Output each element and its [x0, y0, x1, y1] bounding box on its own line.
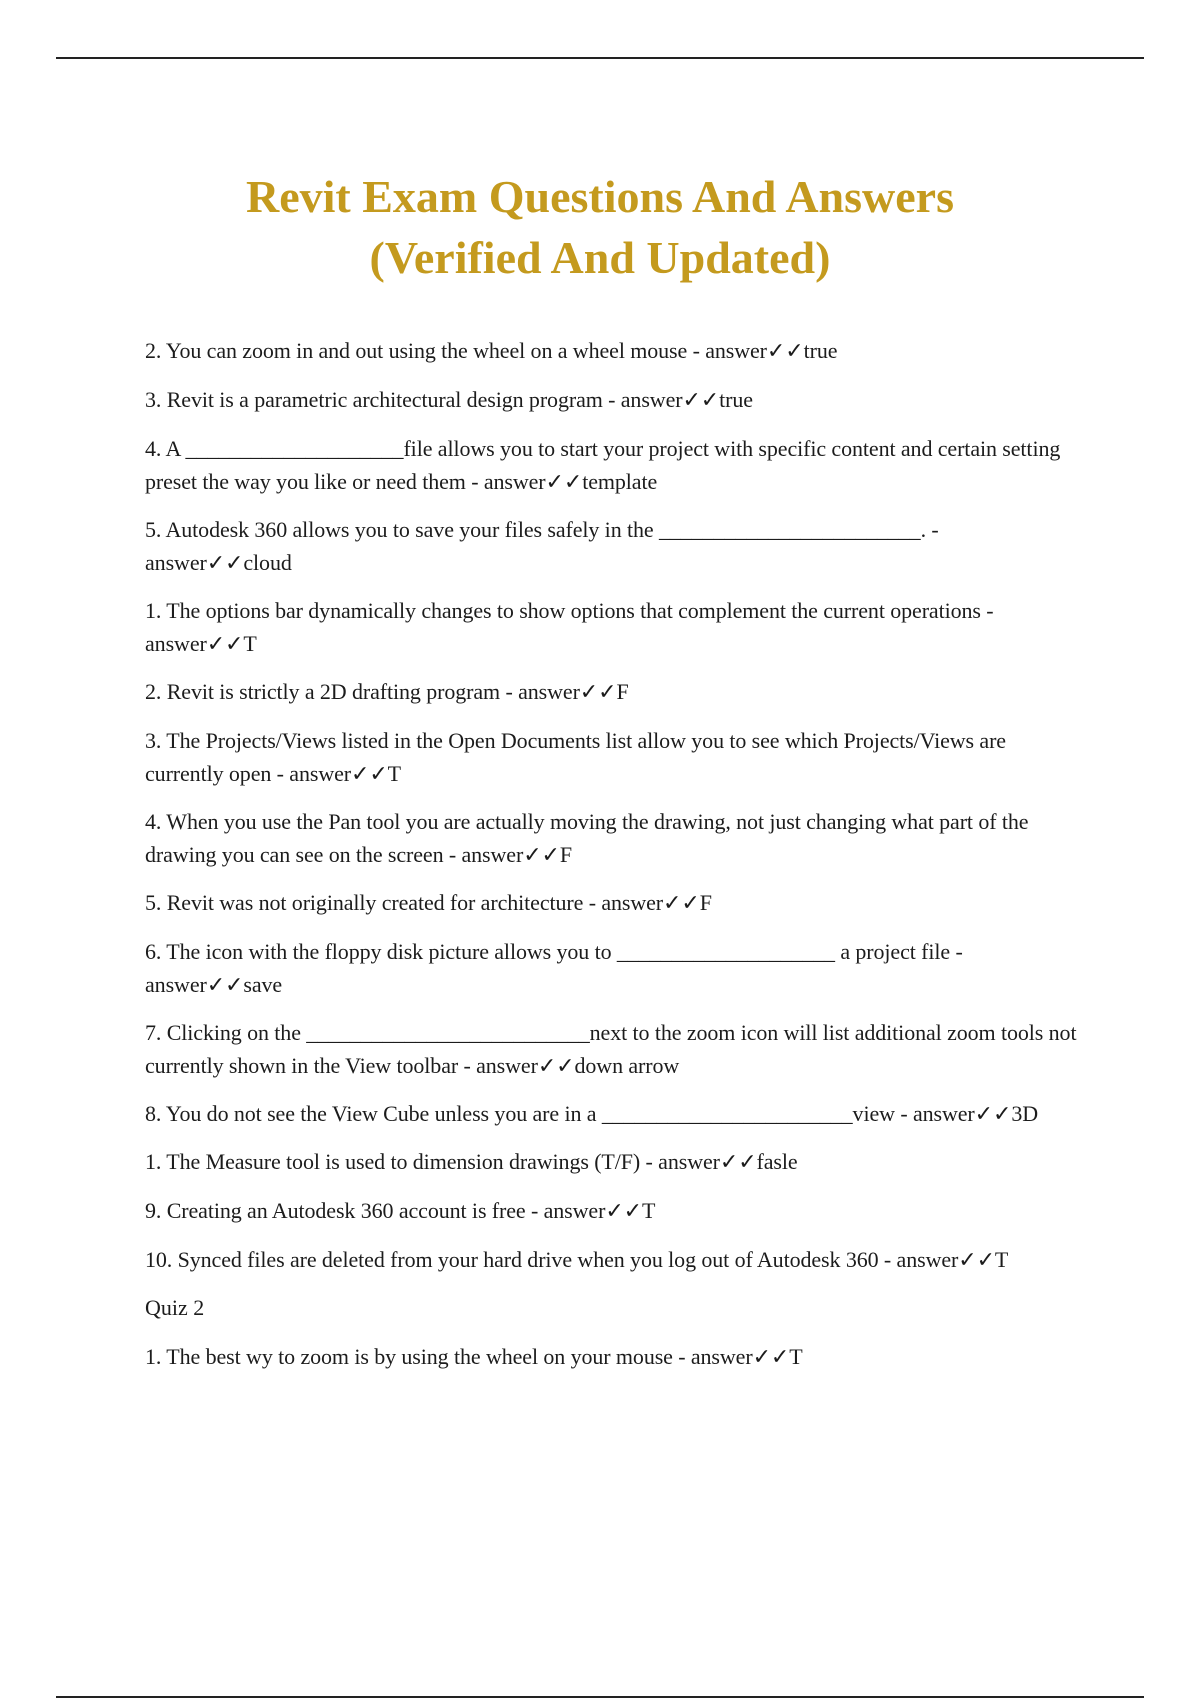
top-rule	[56, 57, 1144, 59]
qa-item: 10. Synced files are deleted from your hard drive when you log out of Autodesk 360 - answer✓✓T	[145, 1247, 1009, 1272]
qa-item: 1. The best wy to zoom is by using the wheel on your mouse - answer✓✓T	[145, 1344, 803, 1369]
qa-list	[145, 334, 1080, 1389]
qa-item: 6. The icon with the floppy disk picture allows you to ____________________ a project file - answer✓✓save	[145, 939, 963, 997]
qa-item: 4. When you use the Pan tool you are actually moving the drawing, not just changing what part of the drawing you can see on the screen - answer✓✓F	[145, 809, 1029, 867]
qa-item: 2. Revit is strictly a 2D drafting program - answer✓✓F	[145, 679, 629, 704]
title-line-1: Revit Exam Questions And Answers	[246, 171, 954, 222]
qa-item: 5. Autodesk 360 allows you to save your files safely in the ________________________. - answer✓✓cloud	[145, 517, 939, 575]
qa-item: 5. Revit was not originally created for architecture - answer✓✓F	[145, 890, 712, 915]
qa-item: 7. Clicking on the __________________________next to the zoom icon will list additional zoom tools not currently shown in the View toolbar - answer✓✓down arrow	[145, 1020, 1077, 1078]
section-heading-quiz-2: Quiz 2	[145, 1295, 205, 1320]
qa-item: 9. Creating an Autodesk 360 account is free - answer✓✓T	[145, 1198, 656, 1223]
qa-item: 8. You do not see the View Cube unless you are in a _______________________view - answer✓✓3D	[145, 1101, 1039, 1126]
qa-item: 3. The Projects/Views listed in the Open Documents list allow you to see which Projects/Views are currently open - answer✓✓T	[145, 728, 1006, 786]
page-title	[0, 166, 1200, 288]
qa-item: 4. A ____________________file allows you to start your project with specific content and certain setting preset the way you like or need them - answer✓✓template	[145, 436, 1061, 494]
bottom-rule	[56, 1696, 1144, 1698]
title-line-2: (Verified And Updated)	[369, 232, 831, 283]
qa-item: 1. The options bar dynamically changes to show options that complement the current operations - answer✓✓T	[145, 598, 994, 656]
qa-item: 1. The Measure tool is used to dimension drawings (T/F) - answer✓✓fasle	[145, 1149, 798, 1174]
qa-item: 2. You can zoom in and out using the wheel on a wheel mouse - answer✓✓true	[145, 338, 838, 363]
qa-item: 3. Revit is a parametric architectural design program - answer✓✓true	[145, 387, 753, 412]
